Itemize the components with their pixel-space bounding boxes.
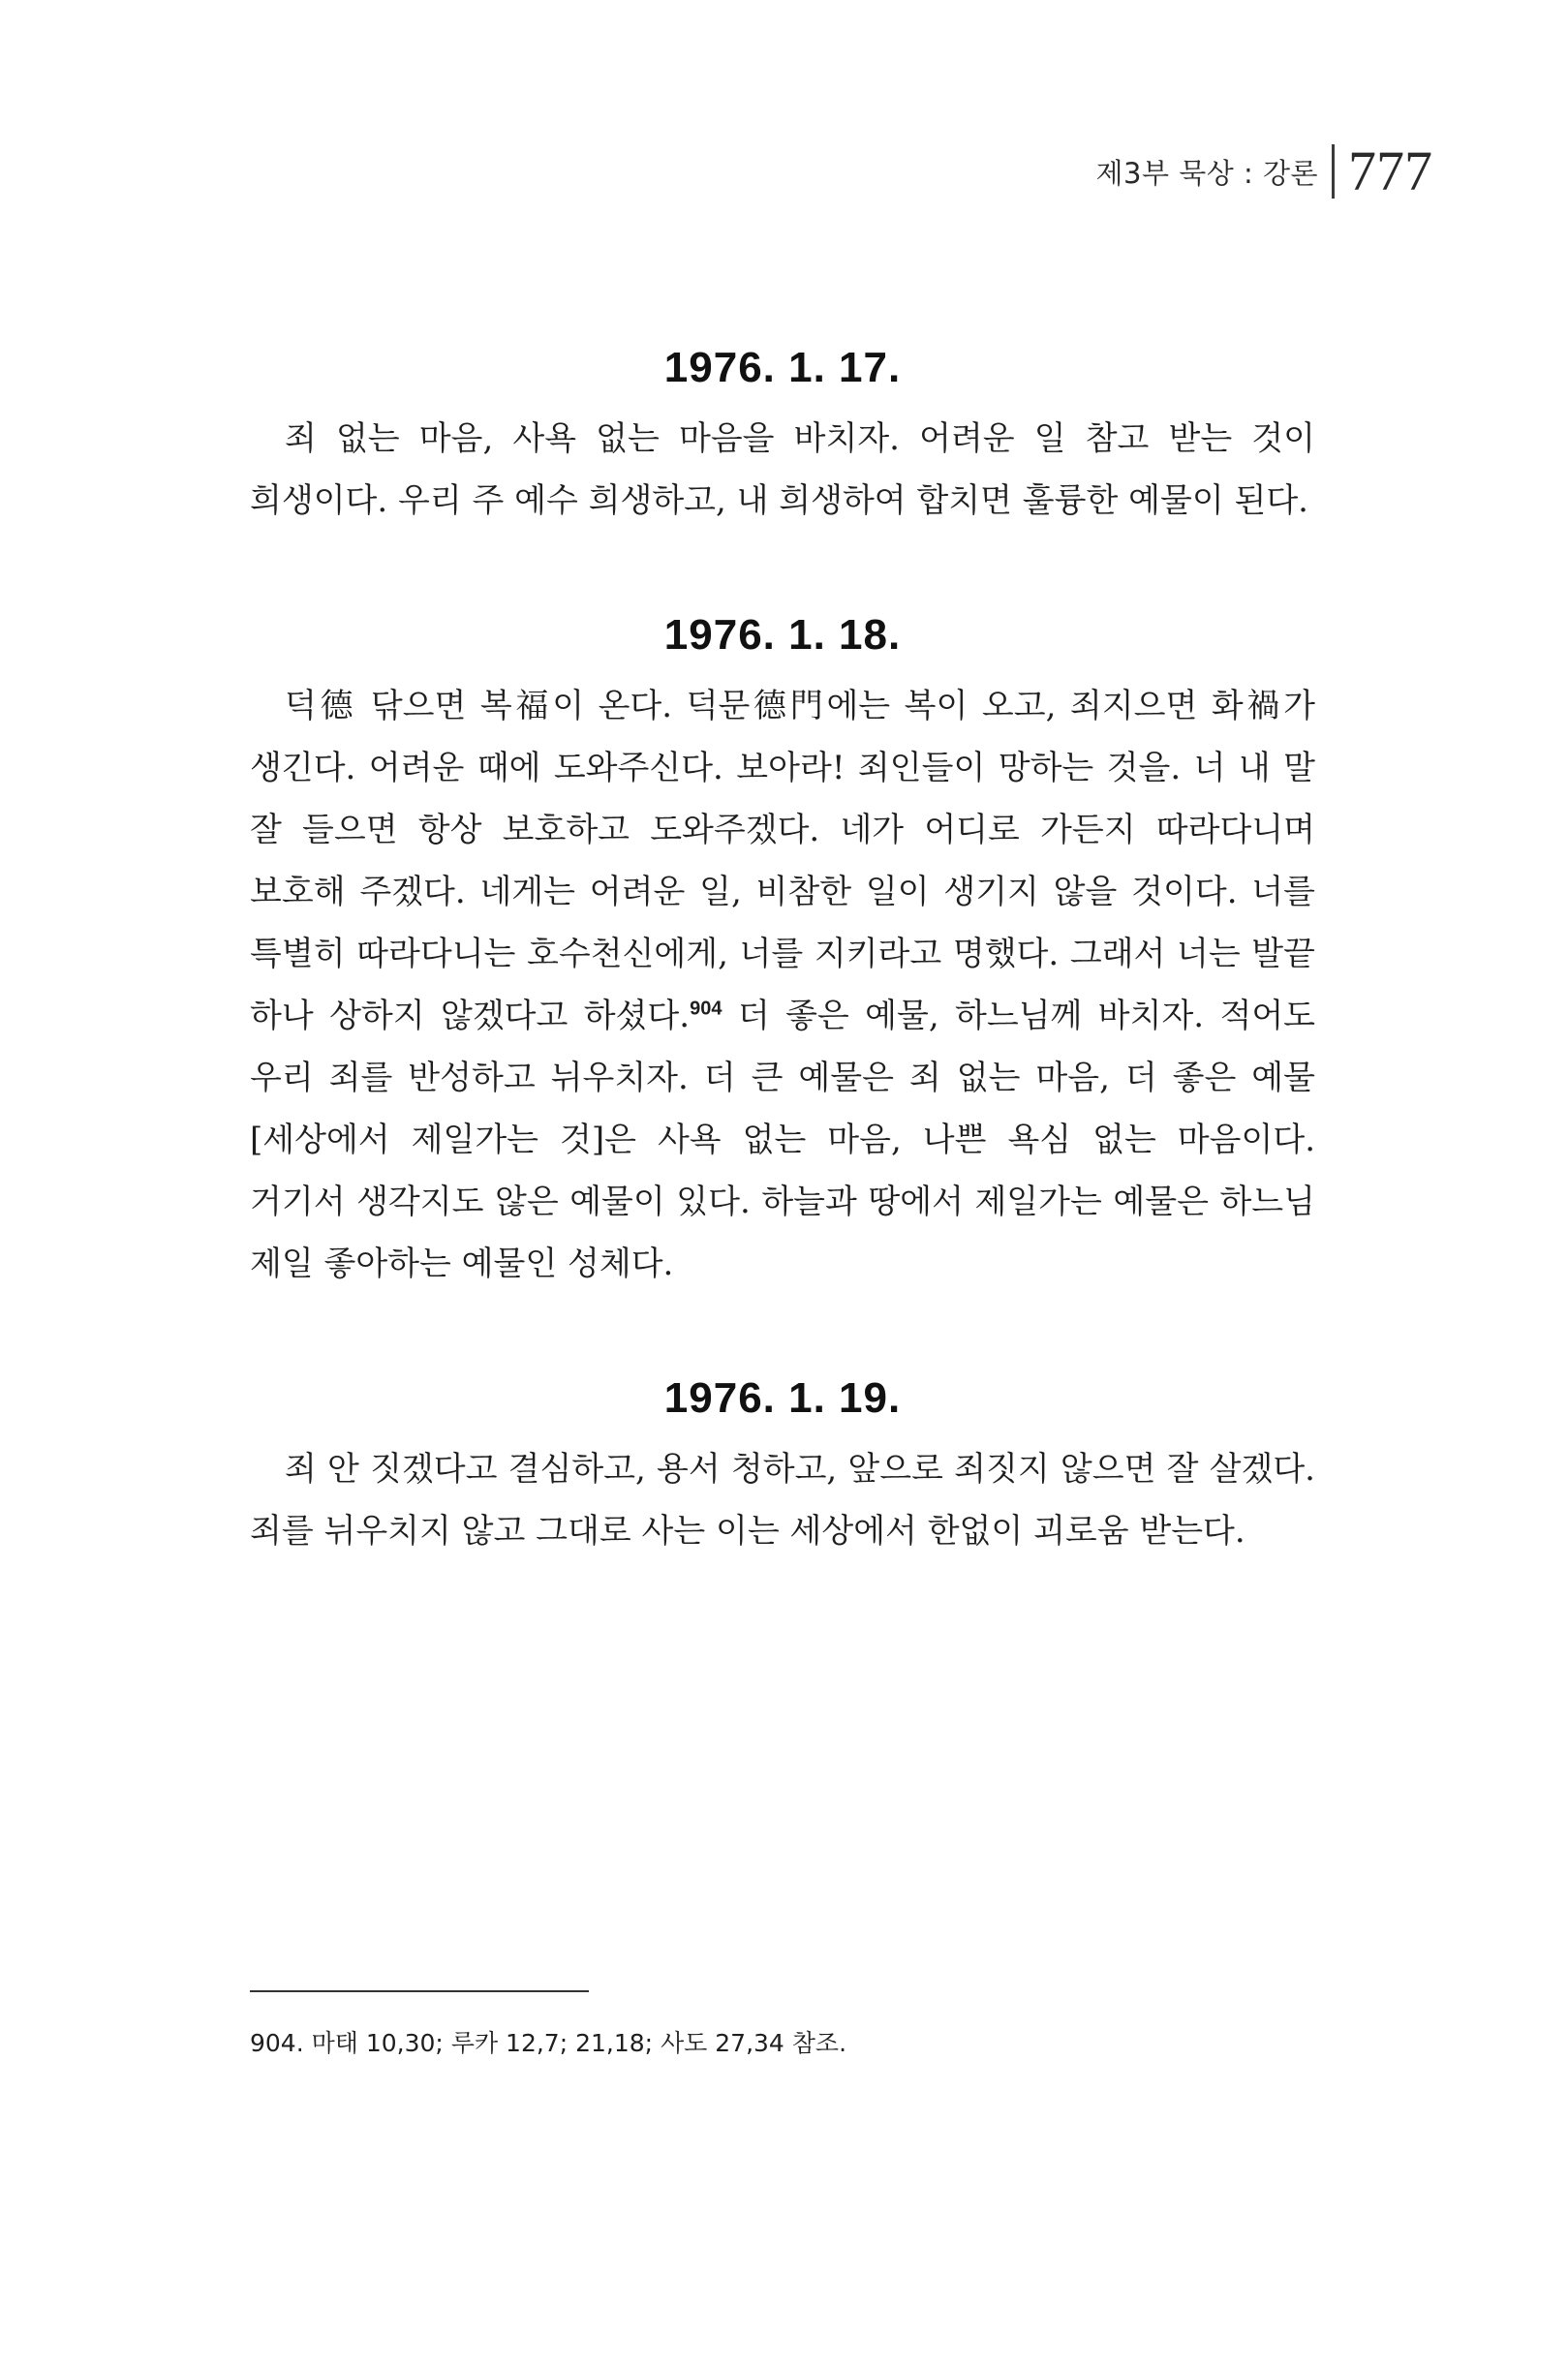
entry-text-part: 더 좋은 예물, 하느님께 바치자. 적어도 우리 죄를 반성하고 뉘우치자. 더 큰 예물은 죄 없는 마음, 더 좋은 예물[세상에서 제일가는 것]은 사욕 없는 마음, 나쁜 욕심 없는 마음이다. 거기서 생각지도 않은 예물이 있다. 하늘과 땅에서 제일가는 예물은 하느님 제일 좋아하는 예물인 성체다. (250, 997, 1316, 1283)
diary-entry (250, 611, 1315, 1295)
page-number: 777 (1348, 139, 1432, 202)
header-divider (1332, 144, 1335, 199)
entry-text: 죄 없는 마음, 사욕 없는 마음을 바치자. 어려운 일 참고 받는 것이 희생이다. 우리 주 예수 희생하고, 내 희생하여 합치면 훌륭한 예물이 된다. (250, 419, 1315, 520)
entry-date: 1976. 1. 17. (663, 344, 902, 391)
footnote-divider (250, 1990, 589, 1992)
footnote-reference[interactable]: 904 (690, 998, 723, 1020)
entry-date: 1976. 1. 18. (663, 611, 902, 659)
diary-entry (250, 344, 1315, 532)
footnote: 904. 마태 10,30; 루카 12,7; 21,18; 사도 27,34 참조. (250, 2029, 847, 2057)
section-title: 제3부 묵상 : 강론 (1095, 156, 1318, 190)
running-header (1095, 139, 1432, 202)
page-body (250, 344, 1315, 1642)
entry-date: 1976. 1. 19. (663, 1374, 902, 1422)
diary-entry (250, 1374, 1315, 1562)
entry-text (250, 675, 1315, 1295)
entry-text: 죄 안 짓겠다고 결심하고, 용서 청하고, 앞으로 죄짓지 않으면 잘 살겠다. 죄를 뉘우치지 않고 그대로 사는 이는 세상에서 한없이 괴로움 받는다. (250, 1450, 1315, 1551)
entry-text-part: 덕德 닦으면 복福이 온다. 덕문德門에는 복이 오고, 죄지으면 화禍가 생긴다. 어려운 때에 도와주신다. 보아라! 죄인들이 망하는 것을. 너 내 말 잘 들으면 항상 보호하고 도와주겠다. 네가 어디로 가든지 따라다니며 보호해 주겠다. 네게는 어려운 일, 비참한 일이 생기지 않을 것이다. 너를 특별히 따라다니는 호수천신에게, 너를 지키라고 명했다. 그래서 너는 발끝 하나 상하지 않겠다고 하셨다. (250, 687, 1315, 1035)
